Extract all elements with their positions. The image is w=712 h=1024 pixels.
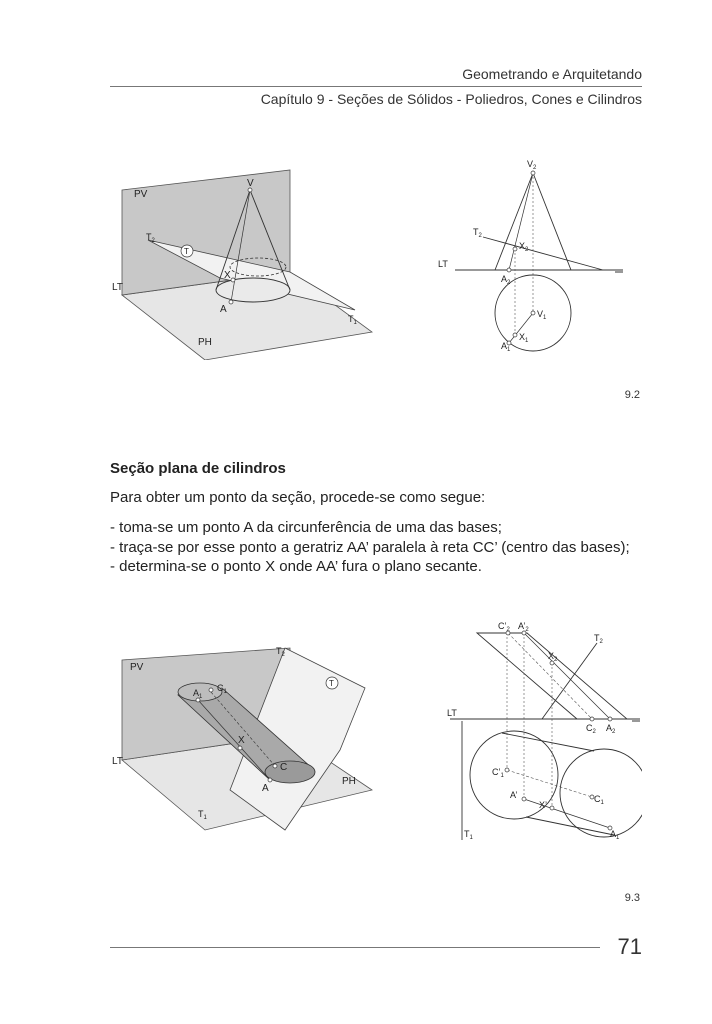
label-lt: LT xyxy=(438,259,448,269)
label-ph: PH xyxy=(342,776,356,787)
label-v1: $V_1$ xyxy=(537,309,547,321)
label-a1: $A_1$ xyxy=(501,341,511,353)
label-x1: $X_1$ xyxy=(519,332,529,344)
figure-9-3-orthographic xyxy=(442,615,642,850)
label-lt: LT xyxy=(112,282,123,293)
page-number: 71 xyxy=(617,934,642,959)
body-line-1: Para obter um ponto da seção, procede-se como segue: xyxy=(110,489,486,506)
label-t1: $T_1$ xyxy=(464,829,473,841)
label-t1: $T_1$ xyxy=(348,314,357,326)
label-t: T xyxy=(329,679,334,688)
figure-number-9-2: 9.2 xyxy=(624,389,640,401)
label-a1: $A_1$ xyxy=(610,829,620,841)
cylinder-bottom-base xyxy=(265,761,315,783)
figure-9-3-perspective xyxy=(110,640,380,840)
label-t1: $T_1$ xyxy=(198,809,207,821)
label-pv: PV xyxy=(130,662,144,673)
label-c2: $C_2$ xyxy=(586,723,596,735)
label-t: T xyxy=(184,247,189,256)
running-header-chapter: Capítulo 9 - Seções de Sólidos - Poliedros, Cones e Cilindros xyxy=(260,91,642,107)
label-v2: $V_2$ xyxy=(527,159,537,171)
label-c2p: $C’_2$ xyxy=(498,621,510,633)
cone-front-right xyxy=(533,173,571,270)
header-rule xyxy=(110,86,642,87)
label-c1: $C_1$ xyxy=(217,683,227,695)
label-t2: $T_2$ xyxy=(146,232,155,244)
section-title: Seção plana de cilindros xyxy=(110,460,286,477)
running-header-title: Geometrando e Arquitetando xyxy=(462,66,642,82)
label-x: X xyxy=(238,735,245,746)
label-c1: $C_1$ xyxy=(594,794,604,806)
label-t2: $T_2$ xyxy=(594,633,603,645)
cylinder-top-view-base-2 xyxy=(560,749,642,837)
figure-9-2-orthographic xyxy=(435,155,635,360)
label-c1p: $C’_1$ xyxy=(492,767,504,779)
body-line-2: - toma-se um ponto A da circunferência de uma das bases; xyxy=(110,519,502,536)
body-line-4: - determina-se o ponto X onde AA’ fura o plano secante. xyxy=(110,558,482,575)
figure-9-2-perspective xyxy=(110,160,380,360)
label-x2: $X_2$ xyxy=(519,241,529,253)
label-a1: $A_1$ xyxy=(193,688,203,700)
footer-rule xyxy=(110,947,600,948)
label-t2: $T_2$ xyxy=(473,227,482,239)
label-a2: $A_2$ xyxy=(606,723,616,735)
label-x1p: X’ xyxy=(539,800,548,810)
label-lt: LT xyxy=(112,756,123,767)
label-x2: $X_2$ xyxy=(548,651,558,663)
label-a: A xyxy=(220,304,227,315)
body-line-3: - traça-se por esse ponto a geratriz AA’ paralela à reta CC’ (centro das bases); xyxy=(110,539,630,556)
label-ph: PH xyxy=(198,337,212,348)
figure-number-9-3: 9.3 xyxy=(624,892,640,904)
label-t2: $T_2$ xyxy=(276,646,285,658)
cone-front-left xyxy=(495,173,533,270)
label-a1p: A’ xyxy=(510,790,518,800)
label-a: A xyxy=(262,783,269,794)
label-a2: $A_2$ xyxy=(501,274,511,286)
label-lt: LT xyxy=(447,708,457,718)
label-v: V xyxy=(247,178,254,189)
label-pv: PV xyxy=(134,189,148,200)
label-a2p: $A’_2$ xyxy=(518,621,529,633)
label-c: C xyxy=(280,762,288,773)
label-x: X xyxy=(224,270,231,281)
cone-base xyxy=(216,278,290,302)
